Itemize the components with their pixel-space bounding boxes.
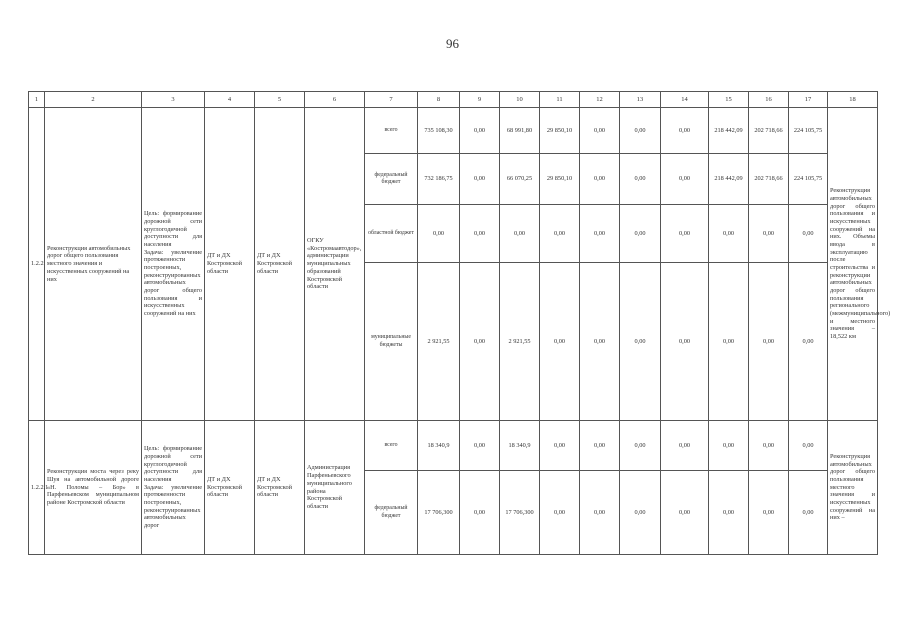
finance-value: 0,00 [661, 471, 709, 555]
finance-value: 0,00 [620, 108, 661, 154]
finance-value: 0,00 [661, 263, 709, 421]
finance-source: всего [365, 421, 418, 471]
program-table [28, 91, 891, 555]
column-number: 15 [709, 92, 749, 108]
column-number: 13 [620, 92, 661, 108]
finance-value: 0,00 [540, 421, 580, 471]
finance-value: 0,00 [540, 471, 580, 555]
finance-value: 0,00 [460, 154, 500, 205]
finance-value: 0,00 [620, 205, 661, 263]
finance-value: 0,00 [749, 421, 789, 471]
finance-value: 224 105,75 [789, 108, 828, 154]
finance-value: 17 706,300 [500, 471, 540, 555]
finance-source: всего [365, 108, 418, 154]
finance-value: 17 706,300 [418, 471, 460, 555]
executor: ОГКУ «Костромаавтодор», администрации муниципальных образований Костромской области [305, 108, 365, 421]
finance-value: 732 186,75 [418, 154, 460, 205]
column-number: 16 [749, 92, 789, 108]
finance-value: 0,00 [709, 205, 749, 263]
executor: Администрация Парфеньевского муниципального района Костромской области [305, 421, 365, 555]
column-number: 9 [460, 92, 500, 108]
finance-value: 218 442,09 [709, 154, 749, 205]
finance-value: 0,00 [620, 471, 661, 555]
measure-name: Реконструкция моста через реку Шуя на автомобильной дороге «Н. Поломы – Бор» в Парфеньевском муниципальном районе Костромской области [45, 421, 142, 555]
finance-value: 0,00 [749, 263, 789, 421]
column-number: 8 [418, 92, 460, 108]
finance-value: 0,00 [709, 471, 749, 555]
responsible: ДТ и ДХ Костромской области [255, 421, 305, 555]
goal-text: Цель: формирование дорожной сети круглогодичной доступности для населения Задача: увеличение протяженности построенных, реконструированных автомобильных дорог [142, 421, 205, 555]
finance-value: 0,00 [418, 205, 460, 263]
finance-value: 0,00 [500, 205, 540, 263]
measure-name: Реконструкция автомобильных дорог общего пользования местного значения и искусственных сооружений на них [45, 108, 142, 421]
page-number: 96 [446, 36, 459, 51]
column-number: 10 [500, 92, 540, 108]
finance-value: 202 718,66 [749, 108, 789, 154]
finance-value: 0,00 [620, 154, 661, 205]
goal-text: Цель: формирование дорожной сети круглогодичной доступности для населения Задача: увеличение протяженности построенных, реконструированных автомобильных дорог общего пользования и искусственных сооружений на них [142, 108, 205, 421]
finance-value: 0,00 [709, 263, 749, 421]
finance-value: 218 442,09 [709, 108, 749, 154]
finance-value: 0,00 [749, 471, 789, 555]
finance-value: 0,00 [620, 421, 661, 471]
column-number: 4 [205, 92, 255, 108]
finance-value: 0,00 [789, 471, 828, 555]
finance-value: 0,00 [661, 205, 709, 263]
column-number: 1 [29, 92, 45, 108]
row-id: 1.2.2.1 [29, 421, 45, 555]
column-number: 3 [142, 92, 205, 108]
column-number: 5 [255, 92, 305, 108]
finance-value: 2 921,55 [500, 263, 540, 421]
expected-result: Реконструкция автомобильных дорог общего пользования местного значения и искусственных сооружений на них – [828, 421, 878, 555]
finance-value: 0,00 [661, 154, 709, 205]
responsible: ДТ и ДХ Костромской области [255, 108, 305, 421]
column-number: 11 [540, 92, 580, 108]
finance-value: 0,00 [460, 421, 500, 471]
column-number: 12 [580, 92, 620, 108]
finance-value: 0,00 [749, 205, 789, 263]
finance-value: 0,00 [460, 205, 500, 263]
finance-value: 66 070,25 [500, 154, 540, 205]
row-id: 1.2.2 [29, 108, 45, 421]
finance-value: 0,00 [661, 108, 709, 154]
column-number: 14 [661, 92, 709, 108]
finance-value: 18 340,9 [418, 421, 460, 471]
finance-value: 18 340,9 [500, 421, 540, 471]
finance-value: 0,00 [460, 263, 500, 421]
finance-value: 0,00 [580, 421, 620, 471]
finance-source: муниципальные бюджеты [365, 263, 418, 421]
finance-value: 0,00 [540, 263, 580, 421]
finance-value: 0,00 [460, 471, 500, 555]
finance-value: 68 991,80 [500, 108, 540, 154]
finance-value: 0,00 [580, 108, 620, 154]
finance-value: 0,00 [580, 263, 620, 421]
finance-value: 0,00 [460, 108, 500, 154]
finance-value: 735 108,30 [418, 108, 460, 154]
finance-value: 202 718,66 [749, 154, 789, 205]
finance-value: 29 850,10 [540, 154, 580, 205]
header-row [29, 92, 878, 108]
finance-value: 0,00 [580, 471, 620, 555]
finance-value: 0,00 [789, 421, 828, 471]
finance-value: 0,00 [580, 205, 620, 263]
finance-value: 0,00 [789, 263, 828, 421]
finance-value: 2 921,55 [418, 263, 460, 421]
expected-result: Реконструкция автомобильных дорог общего пользования и искусственных сооружений на них. Объемы ввода в эксплуатацию после строительства и реконструкции автомобильных дорог общего пользования регионального (межмуниципального) и местного значения – 18,522 км [828, 108, 878, 421]
finance-source: федеральный бюджет [365, 154, 418, 205]
finance-source: областной бюджет [365, 205, 418, 263]
finance-value: 0,00 [540, 205, 580, 263]
finance-source: федеральный бюджет [365, 471, 418, 555]
column-number: 18 [828, 92, 878, 108]
customer: ДТ и ДХ Костромской области [205, 108, 255, 421]
table-row [29, 108, 878, 154]
finance-value: 224 105,75 [789, 154, 828, 205]
customer: ДТ и ДХ Костромской области [205, 421, 255, 555]
table-row [29, 421, 878, 471]
column-number: 17 [789, 92, 828, 108]
column-number: 6 [305, 92, 365, 108]
finance-value: 0,00 [661, 421, 709, 471]
column-number: 2 [45, 92, 142, 108]
finance-value: 0,00 [620, 263, 661, 421]
finance-value: 29 850,10 [540, 108, 580, 154]
column-number: 7 [365, 92, 418, 108]
finance-value: 0,00 [789, 205, 828, 263]
finance-value: 0,00 [580, 154, 620, 205]
finance-value: 0,00 [709, 421, 749, 471]
